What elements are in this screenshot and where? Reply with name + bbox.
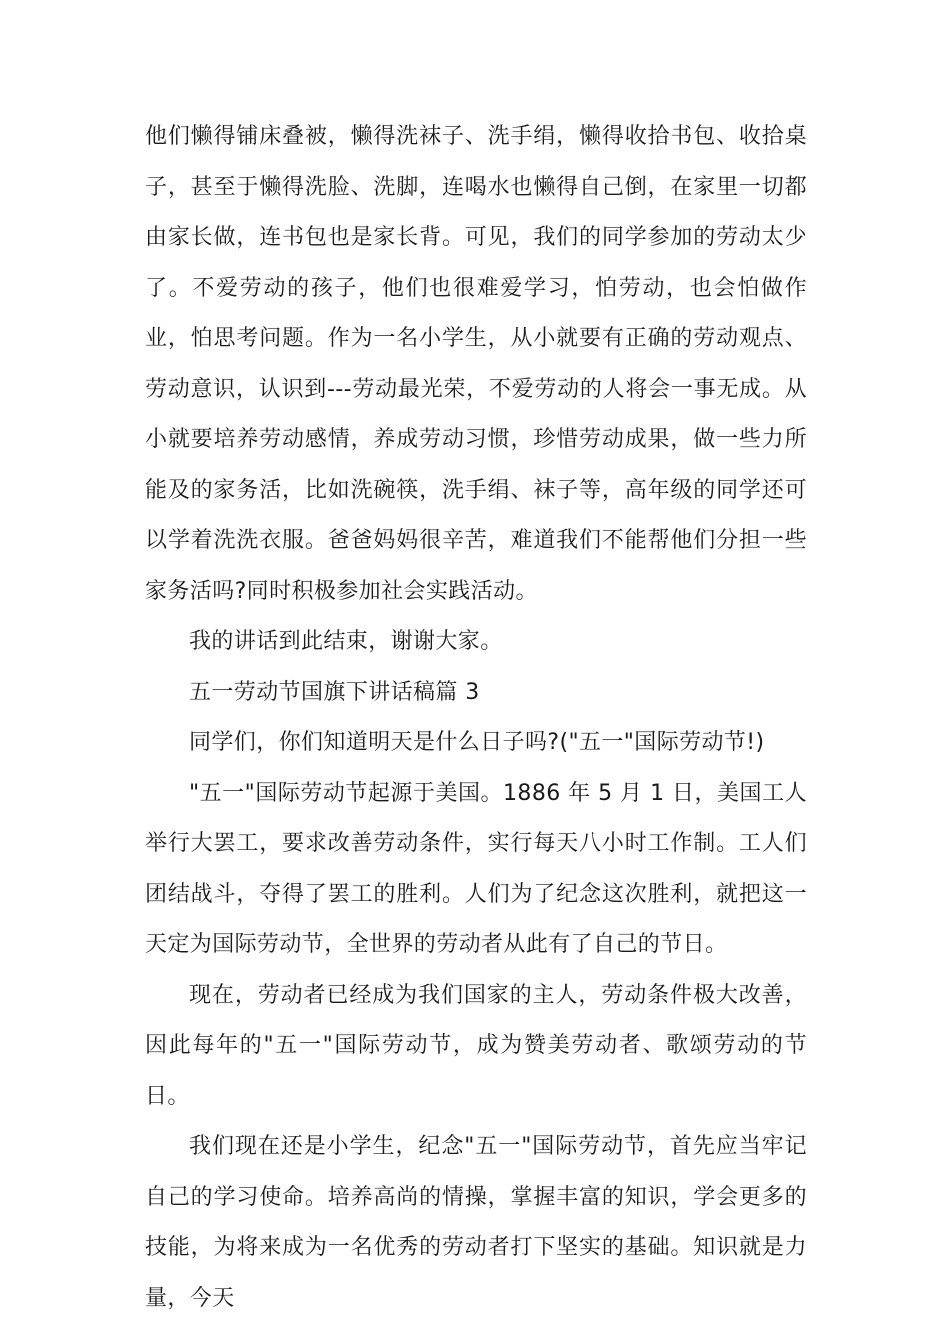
section-heading: 五一劳动节国旗下讲话稿篇 3	[189, 679, 480, 705]
paragraph-household-chores: 他们懒得铺床叠被，懒得洗袜子、洗手绢，懒得收拾书包、收拾桌子，甚至于懒得洗脸、洗脚，连喝水也懒得自己倒，在家里一切都由家长做，连书包也是家长背。可见，我们的同学参加的劳动太少了。不爱劳动的孩子，他们也很难爱学习，怕劳动，也会怕做作业，怕思考问题。作为一名小学生，从小就要有正确的劳动观点、劳动意识，认识到---劳动最光荣，不爱劳动的人将会一事无成。从小就要培养劳动感情，养成劳动习惯，珍惜劳动成果，做一些力所能及的家务活，比如洗碗筷，洗手绢、袜子等，高年级的同学还可以学着洗洗衣服。爸爸妈妈很辛苦，难道我们不能帮他们分担一些家务活吗?同时积极参加社会实践活动。	[145, 124, 807, 604]
paragraph-closing-remark: 我的讲话到此结束，谢谢大家。	[189, 629, 503, 654]
paragraph-student-mission: 我们现在还是小学生，纪念"五一"国际劳动节，首先应当牢记自己的学习使命。培养高尚的情操，掌握丰富的知识，学会更多的技能，为将来成为一名优秀的劳动者打下坚实的基础。知识就是力量，今天	[145, 1134, 807, 1311]
document-page	[145, 112, 807, 1324]
paragraph-question: 同学们，你们知道明天是什么日子吗?("五一"国际劳动节!)	[189, 730, 765, 755]
paragraph-today: 现在，劳动者已经成为我们国家的主人，劳动条件极大改善，因此每年的"五一"国际劳动节，成为赞美劳动者、歌颂劳动的节日。	[145, 982, 807, 1109]
paragraph-origin: "五一"国际劳动节起源于美国。1886 年 5 月 1 日，美国工人举行大罢工，要求改善劳动条件，实行每天八小时工作制。工人们团结战斗，夺得了罢工的胜利。人们为了纪念这次胜利，就把这一天定为国际劳动节，全世界的劳动者从此有了自己的节日。	[145, 780, 807, 957]
